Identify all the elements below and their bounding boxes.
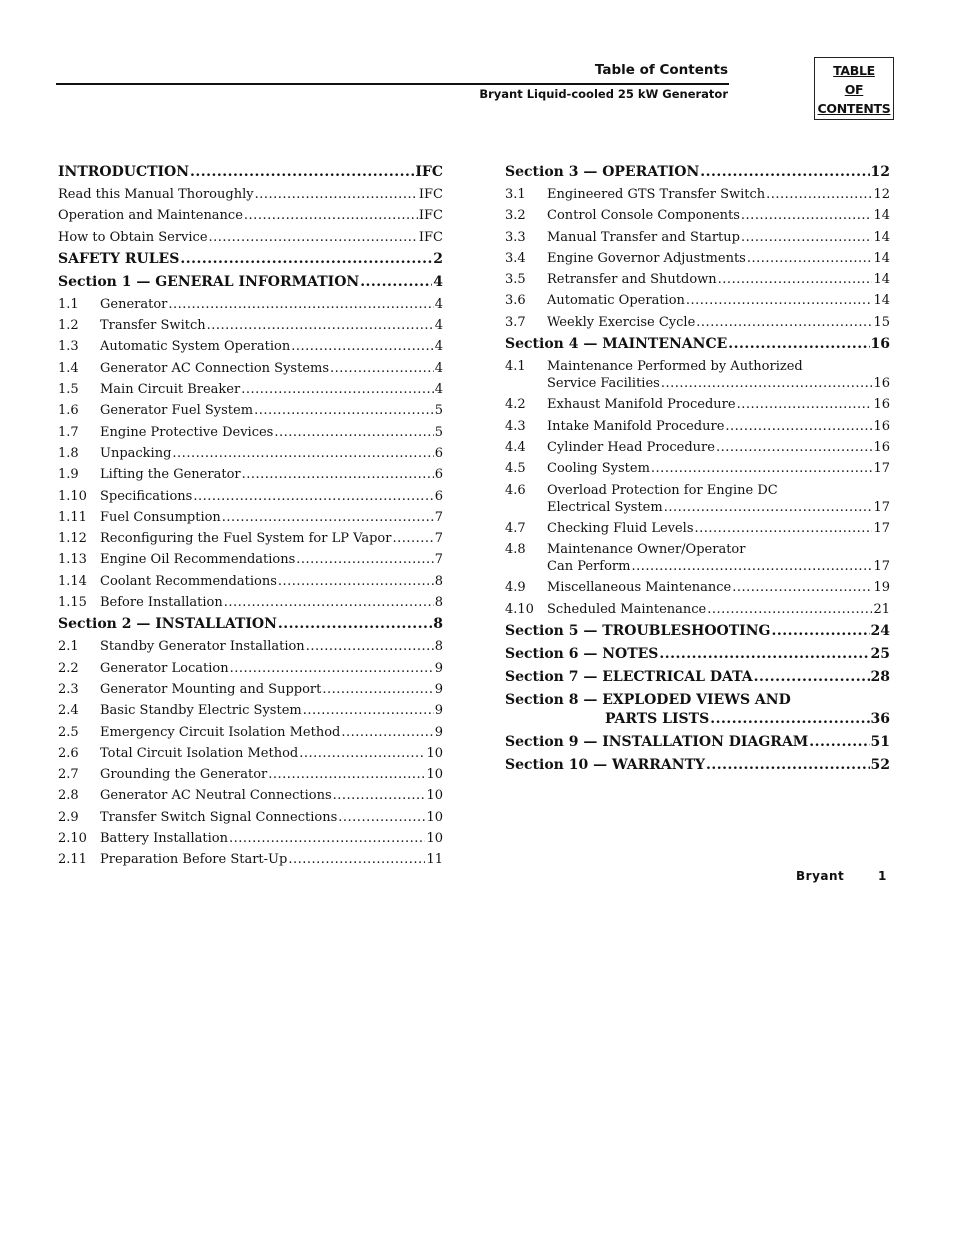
toc-entry-label: Retransfer and Shutdown (547, 272, 717, 288)
toc-entry-number: 4.9 (505, 580, 526, 596)
toc-section-entry[interactable] (505, 692, 890, 734)
toc-entry-number: 2.9 (58, 809, 79, 825)
toc-entry-number: 1.7 (58, 424, 79, 440)
running-header-subtitle: Bryant Liquid-cooled 25 kW Generator (479, 87, 728, 101)
toc-entry-label: INTRODUCTION (58, 164, 190, 180)
toc-page-number: 9 (434, 681, 443, 697)
toc-entry-number: 1.14 (58, 573, 87, 589)
toc-entry[interactable] (58, 489, 443, 510)
toc-section-entry[interactable] (505, 164, 890, 187)
toc-entry[interactable] (58, 531, 443, 552)
toc-page-number: 16 (873, 439, 890, 455)
toc-entry-label: Maintenance Performed by Authorized (547, 359, 803, 375)
toc-tab (814, 57, 894, 120)
toc-entry-label: Transfer Switch Signal Connections (100, 809, 338, 825)
toc-entry-number: 3.3 (505, 229, 526, 245)
toc-page-number: 17 (873, 520, 890, 536)
toc-page-number: 17 (873, 559, 890, 575)
toc-entry[interactable] (58, 703, 443, 724)
toc-page-number: 6 (434, 445, 443, 461)
toc-entry-label: Operation and Maintenance (58, 208, 243, 224)
toc-page-number: 28 (870, 669, 890, 686)
toc-entry-label: Engine Oil Recommendations (100, 552, 296, 568)
toc-page-number: 4 (434, 382, 443, 398)
toc-page-number: 10 (426, 767, 443, 783)
toc-entry-label: Specifications (100, 488, 193, 504)
toc-page-number: IFC (418, 208, 443, 224)
dot-leader (341, 725, 433, 740)
dot-leader (229, 831, 426, 846)
dot-leader (254, 403, 434, 418)
toc-section-entry[interactable] (505, 646, 890, 669)
toc-entry-label: Checking Fluid Levels (547, 520, 694, 536)
toc-section-entry[interactable] (505, 734, 890, 757)
toc-entry-number: 3.4 (505, 250, 526, 266)
toc-entry-label: Scheduled Maintenance (547, 601, 707, 617)
toc-section-entry[interactable] (505, 669, 890, 692)
toc-entry-label: Fuel Consumption (100, 509, 221, 525)
toc-entry-number: 3.6 (505, 293, 526, 309)
dot-leader (664, 500, 873, 515)
dot-leader (631, 559, 872, 574)
dot-leader (695, 521, 873, 536)
dot-leader (224, 595, 434, 610)
toc-entry[interactable] (505, 419, 890, 440)
dot-leader (659, 646, 869, 662)
toc-entry-number: 4.6 (505, 482, 526, 498)
toc-page-number: 36 (870, 711, 890, 728)
dot-leader (306, 639, 434, 654)
dot-leader (268, 767, 425, 782)
toc-entry-number: 1.12 (58, 531, 87, 547)
toc-page-number: 14 (873, 293, 890, 309)
toc-entry[interactable] (58, 831, 443, 852)
toc-entry-number: 1.15 (58, 595, 87, 611)
toc-entry-number: 4.8 (505, 542, 526, 558)
toc-entry[interactable] (58, 661, 443, 682)
toc-entry-label: Coolant Recommendations (100, 573, 277, 589)
toc-entry-label: Cooling System (547, 461, 650, 477)
dot-leader (190, 164, 414, 180)
toc-page-number: 14 (873, 208, 890, 224)
toc-entry[interactable] (58, 425, 443, 446)
dot-leader (747, 251, 873, 266)
toc-entry[interactable] (58, 187, 443, 208)
toc-page-number: IFC (415, 164, 443, 180)
toc-entry-label: Before Installation (100, 595, 223, 611)
toc-entry-label: Electrical System (547, 499, 663, 515)
toc-entry-number: 3.1 (505, 187, 526, 202)
dot-leader (222, 510, 434, 525)
toc-entry-label: Section 4 — MAINTENANCE (505, 336, 728, 353)
toc-entry-label: Generator Location (100, 660, 229, 676)
dot-leader (330, 361, 434, 376)
dot-leader (741, 230, 872, 245)
toc-entry-number: 4.4 (505, 439, 526, 455)
toc-entry[interactable] (58, 382, 443, 403)
toc-entry[interactable] (505, 208, 890, 229)
toc-entry-label: Section 7 — ELECTRICAL DATA (505, 669, 753, 686)
toc-entry-label: Lifting the Generator (100, 467, 241, 483)
toc-entry-label: Overload Protection for Engine DC (547, 482, 778, 498)
dot-leader (278, 574, 434, 589)
toc-entry[interactable] (505, 521, 890, 542)
toc-section-entry[interactable] (505, 623, 890, 646)
toc-entry-number: 1.5 (58, 382, 79, 398)
dot-leader (168, 297, 433, 312)
toc-page-number: 15 (873, 314, 890, 330)
dot-leader (291, 339, 434, 354)
toc-page-number: 8 (434, 639, 443, 655)
toc-page-number: 21 (873, 601, 890, 617)
toc-page-number: 10 (426, 831, 443, 847)
toc-entry-label: Read this Manual Thoroughly (58, 187, 254, 202)
dot-leader (737, 397, 873, 412)
toc-entry-number: 2.8 (58, 788, 79, 804)
dot-leader (207, 318, 434, 333)
toc-entry-label: Main Circuit Breaker (100, 382, 241, 398)
toc-page-number: 4 (434, 318, 443, 334)
toc-entry[interactable] (58, 746, 443, 767)
dot-leader (333, 788, 426, 803)
toc-page-number: 8 (434, 573, 443, 589)
toc-entry-label: Section 9 — INSTALLATION DIAGRAM (505, 734, 809, 751)
dot-leader (322, 682, 433, 697)
toc-page-number: 10 (426, 809, 443, 825)
toc-page-number: 14 (873, 272, 890, 288)
toc-page-number: 2 (433, 250, 443, 267)
toc-entry-label: Unpacking (100, 445, 172, 461)
toc-entry[interactable] (58, 639, 443, 660)
toc-entry-label: Automatic System Operation (100, 339, 291, 355)
dot-leader (172, 446, 433, 461)
toc-tab-line: OF (844, 82, 864, 97)
toc-entry[interactable] (505, 230, 890, 251)
toc-entry-label: Engine Protective Devices (100, 424, 274, 440)
toc-entry[interactable] (58, 339, 443, 360)
dot-leader (771, 623, 869, 639)
toc-page-number: 14 (873, 250, 890, 266)
toc-entry-label: Section 6 — NOTES (505, 646, 659, 663)
toc-entry-number: 4.10 (505, 601, 534, 617)
toc-entry[interactable] (58, 725, 443, 746)
toc-entry[interactable] (505, 461, 890, 482)
toc-entry[interactable] (58, 230, 443, 251)
toc-entry-label: Total Circuit Isolation Method (100, 745, 299, 761)
toc-page-number: 14 (873, 229, 890, 245)
toc-entry-number: 1.13 (58, 552, 87, 568)
toc-entry-label: Exhaust Manifold Procedure (547, 397, 736, 413)
toc-entry-label: Standby Generator Installation (100, 639, 305, 655)
dot-leader (209, 230, 418, 245)
toc-entry[interactable] (505, 440, 890, 461)
toc-page-number: 9 (434, 724, 443, 740)
toc-entry-label: Cylinder Head Procedure (547, 439, 715, 455)
toc-page-number: 24 (870, 623, 890, 640)
toc-entry[interactable] (58, 767, 443, 788)
toc-entry[interactable] (58, 403, 443, 424)
toc-section-entry[interactable] (505, 757, 890, 780)
toc-page-number: 25 (870, 646, 890, 663)
toc-page-number: 4 (434, 296, 443, 312)
toc-column-left (58, 164, 443, 874)
toc-entry-label: Section 3 — OPERATION (505, 164, 700, 180)
dot-leader (338, 810, 425, 825)
toc-page-number: 10 (426, 788, 443, 804)
toc-entry-label: Intake Manifold Procedure (547, 418, 725, 434)
dot-leader (725, 419, 872, 434)
toc-entry-label: Generator Fuel System (100, 403, 254, 419)
toc-entry[interactable] (58, 510, 443, 531)
toc-entry-number: 4.7 (505, 520, 526, 536)
toc-entry[interactable] (505, 315, 890, 336)
toc-entry[interactable] (505, 483, 890, 521)
toc-entry[interactable] (58, 852, 443, 873)
toc-entry-label: Emergency Circuit Isolation Method (100, 724, 341, 740)
toc-entry-label: How to Obtain Service (58, 229, 208, 245)
toc-section-entry[interactable] (58, 164, 443, 187)
toc-entry[interactable] (58, 467, 443, 488)
toc-entry[interactable] (58, 297, 443, 318)
toc-entry-number: 2.5 (58, 724, 79, 740)
dot-leader (716, 440, 873, 455)
toc-entry-number: 4.5 (505, 461, 526, 477)
toc-entry-label: Can Perform (547, 559, 631, 575)
toc-page-number: IFC (418, 187, 443, 202)
toc-entry[interactable] (505, 187, 890, 208)
toc-page-number: 12 (870, 164, 890, 180)
toc-page-number: 9 (434, 660, 443, 676)
toc-entry-label: Maintenance Owner/Operator (547, 542, 746, 558)
toc-entry[interactable] (505, 602, 890, 623)
toc-entry-number: 4.1 (505, 359, 526, 375)
toc-entry[interactable] (505, 293, 890, 314)
dot-leader (696, 315, 872, 330)
dot-leader (700, 164, 869, 180)
toc-entry[interactable] (58, 595, 443, 616)
dot-leader (718, 272, 873, 287)
toc-entry-label: Generator AC Neutral Connections (100, 788, 332, 804)
toc-entry[interactable] (58, 318, 443, 339)
toc-entry-label: Miscellaneous Maintenance (547, 580, 732, 596)
toc-page-number: 9 (434, 703, 443, 719)
toc-page-number: 6 (434, 467, 443, 483)
toc-entry-number: 1.8 (58, 445, 79, 461)
dot-leader (710, 711, 869, 727)
toc-entry[interactable] (58, 810, 443, 831)
toc-entry-number: 2.7 (58, 767, 79, 783)
toc-entry[interactable] (58, 788, 443, 809)
toc-entry-number: 3.5 (505, 272, 526, 288)
toc-entry-number: 2.10 (58, 831, 87, 847)
toc-entry[interactable] (58, 682, 443, 703)
toc-entry-number: 1.2 (58, 318, 79, 334)
toc-entry[interactable] (58, 446, 443, 467)
toc-entry-number: 1.4 (58, 360, 79, 376)
dot-leader (392, 531, 433, 546)
toc-entry-label: Manual Transfer and Startup (547, 229, 740, 245)
toc-entry-number: 2.4 (58, 703, 79, 719)
toc-entry-number: 1.1 (58, 296, 79, 312)
dot-leader (303, 703, 434, 718)
toc-entry-label: PARTS LISTS (605, 711, 710, 728)
toc-section-entry[interactable] (58, 251, 443, 274)
toc-page-number: 10 (426, 745, 443, 761)
toc-entry-label: Section 5 — TROUBLESHOOTING (505, 623, 771, 640)
toc-entry-number: 1.9 (58, 467, 79, 483)
toc-entry[interactable] (58, 208, 443, 229)
dot-leader (242, 467, 434, 482)
toc-page-number: 17 (873, 461, 890, 477)
dot-leader (193, 489, 433, 504)
toc-entry[interactable] (505, 580, 890, 601)
dot-leader (741, 208, 873, 223)
dot-leader (661, 376, 873, 391)
dot-leader (732, 580, 872, 595)
dot-leader (360, 274, 432, 290)
toc-page-number: 5 (434, 424, 443, 440)
toc-page-number: 16 (870, 336, 890, 353)
dot-leader (288, 852, 425, 867)
toc-entry-label: Generator (100, 296, 168, 312)
toc-page-number: 12 (873, 187, 890, 202)
dot-leader (651, 461, 873, 476)
dot-leader (255, 187, 418, 202)
toc-page-number: 8 (434, 595, 443, 611)
toc-entry-label: Weekly Exercise Cycle (547, 314, 696, 330)
toc-entry-number: 2.1 (58, 639, 79, 655)
dot-leader (296, 552, 433, 567)
toc-page-number: 4 (434, 360, 443, 376)
toc-page-number: 5 (434, 403, 443, 419)
toc-entry-label: Engine Governor Adjustments (547, 250, 746, 266)
toc-entry-number: 2.2 (58, 660, 79, 676)
toc-entry-label: Reconfiguring the Fuel System for LP Vapor (100, 531, 392, 547)
toc-page-number: 7 (434, 509, 443, 525)
toc-page-number: 7 (434, 531, 443, 547)
toc-entry-number: 1.11 (58, 509, 87, 525)
toc-entry-label: Section 8 — EXPLODED VIEWS AND (505, 692, 791, 709)
dot-leader (728, 336, 869, 352)
toc-tab-line: TABLE (833, 63, 875, 78)
dot-leader (241, 382, 434, 397)
toc-page-number: 4 (434, 339, 443, 355)
toc-tab-line: CONTENTS (817, 101, 891, 116)
dot-leader (754, 669, 870, 685)
toc-entry[interactable] (505, 251, 890, 272)
toc-entry[interactable] (58, 361, 443, 382)
toc-entry-number: 1.3 (58, 339, 79, 355)
toc-page-number: 7 (434, 552, 443, 568)
toc-page-number: 52 (870, 757, 890, 774)
toc-page-number: 16 (873, 397, 890, 413)
dot-leader (230, 661, 434, 676)
dot-leader (766, 187, 872, 202)
toc-entry-label: Service Facilities (547, 376, 660, 392)
toc-entry-label: Engineered GTS Transfer Switch (547, 187, 766, 202)
toc-page-number: 8 (433, 616, 443, 633)
toc-entry-label: Automatic Operation (547, 293, 685, 309)
toc-entry-number: 3.2 (505, 208, 526, 224)
toc-section-entry[interactable] (58, 274, 443, 297)
toc-page-number: 11 (426, 852, 443, 868)
toc-entry[interactable] (505, 272, 890, 293)
toc-entry-label: Battery Installation (100, 831, 228, 847)
toc-entry-number: 2.11 (58, 852, 87, 868)
toc-entry-number: 1.6 (58, 403, 79, 419)
toc-entry-label: Generator AC Connection Systems (100, 360, 330, 376)
toc-entry[interactable] (505, 397, 890, 418)
toc-page-number: 16 (873, 418, 890, 434)
toc-page-number: 17 (873, 499, 890, 515)
toc-entry-label: Grounding the Generator (100, 767, 268, 783)
dot-leader (274, 425, 433, 440)
dot-leader (707, 602, 872, 617)
toc-entry-label: SAFETY RULES (58, 250, 180, 267)
toc-entry-label: Section 1 — GENERAL INFORMATION (58, 273, 360, 290)
toc-page-number: 19 (873, 580, 890, 596)
dot-leader (299, 746, 425, 761)
toc-entry-number: 3.7 (505, 314, 526, 330)
toc-entry-label: Control Console Components (547, 208, 740, 224)
toc-entry-label: Section 2 — INSTALLATION (58, 616, 277, 633)
toc-entry-number: 4.3 (505, 418, 526, 434)
dot-leader (809, 734, 869, 750)
toc-page-number: 51 (870, 734, 890, 751)
header-rule (56, 83, 729, 85)
toc-entry-label: Transfer Switch (100, 318, 206, 334)
toc-entry[interactable] (58, 552, 443, 573)
dot-leader (706, 757, 870, 773)
toc-page-number: IFC (418, 229, 443, 245)
toc-entry-number: 1.10 (58, 488, 87, 504)
toc-page-number: 4 (433, 273, 443, 290)
dot-leader (278, 616, 432, 632)
dot-leader (686, 293, 873, 308)
dot-leader (244, 208, 418, 223)
footer-brand: Bryant (796, 869, 845, 883)
toc-entry[interactable] (505, 359, 890, 397)
toc-page-number: 6 (434, 488, 443, 504)
toc-entry-label: Basic Standby Electric System (100, 703, 302, 719)
toc-entry-number: 4.2 (505, 397, 526, 413)
toc-entry-label: Preparation Before Start-Up (100, 852, 288, 868)
dot-leader (180, 251, 432, 267)
footer-page-number: 1 (878, 869, 887, 883)
toc-page-number: 16 (873, 376, 890, 392)
toc-section-entry[interactable] (58, 616, 443, 639)
toc-entry-label: Generator Mounting and Support (100, 681, 322, 697)
toc-entry[interactable] (505, 542, 890, 580)
toc-entry-label: Section 10 — WARRANTY (505, 757, 705, 774)
running-header-title: Table of Contents (594, 62, 728, 78)
toc-column-right (505, 164, 890, 780)
toc-section-entry[interactable] (505, 336, 890, 359)
toc-entry[interactable] (58, 574, 443, 595)
toc-entry-number: 2.3 (58, 681, 79, 697)
toc-entry-number: 2.6 (58, 745, 79, 761)
